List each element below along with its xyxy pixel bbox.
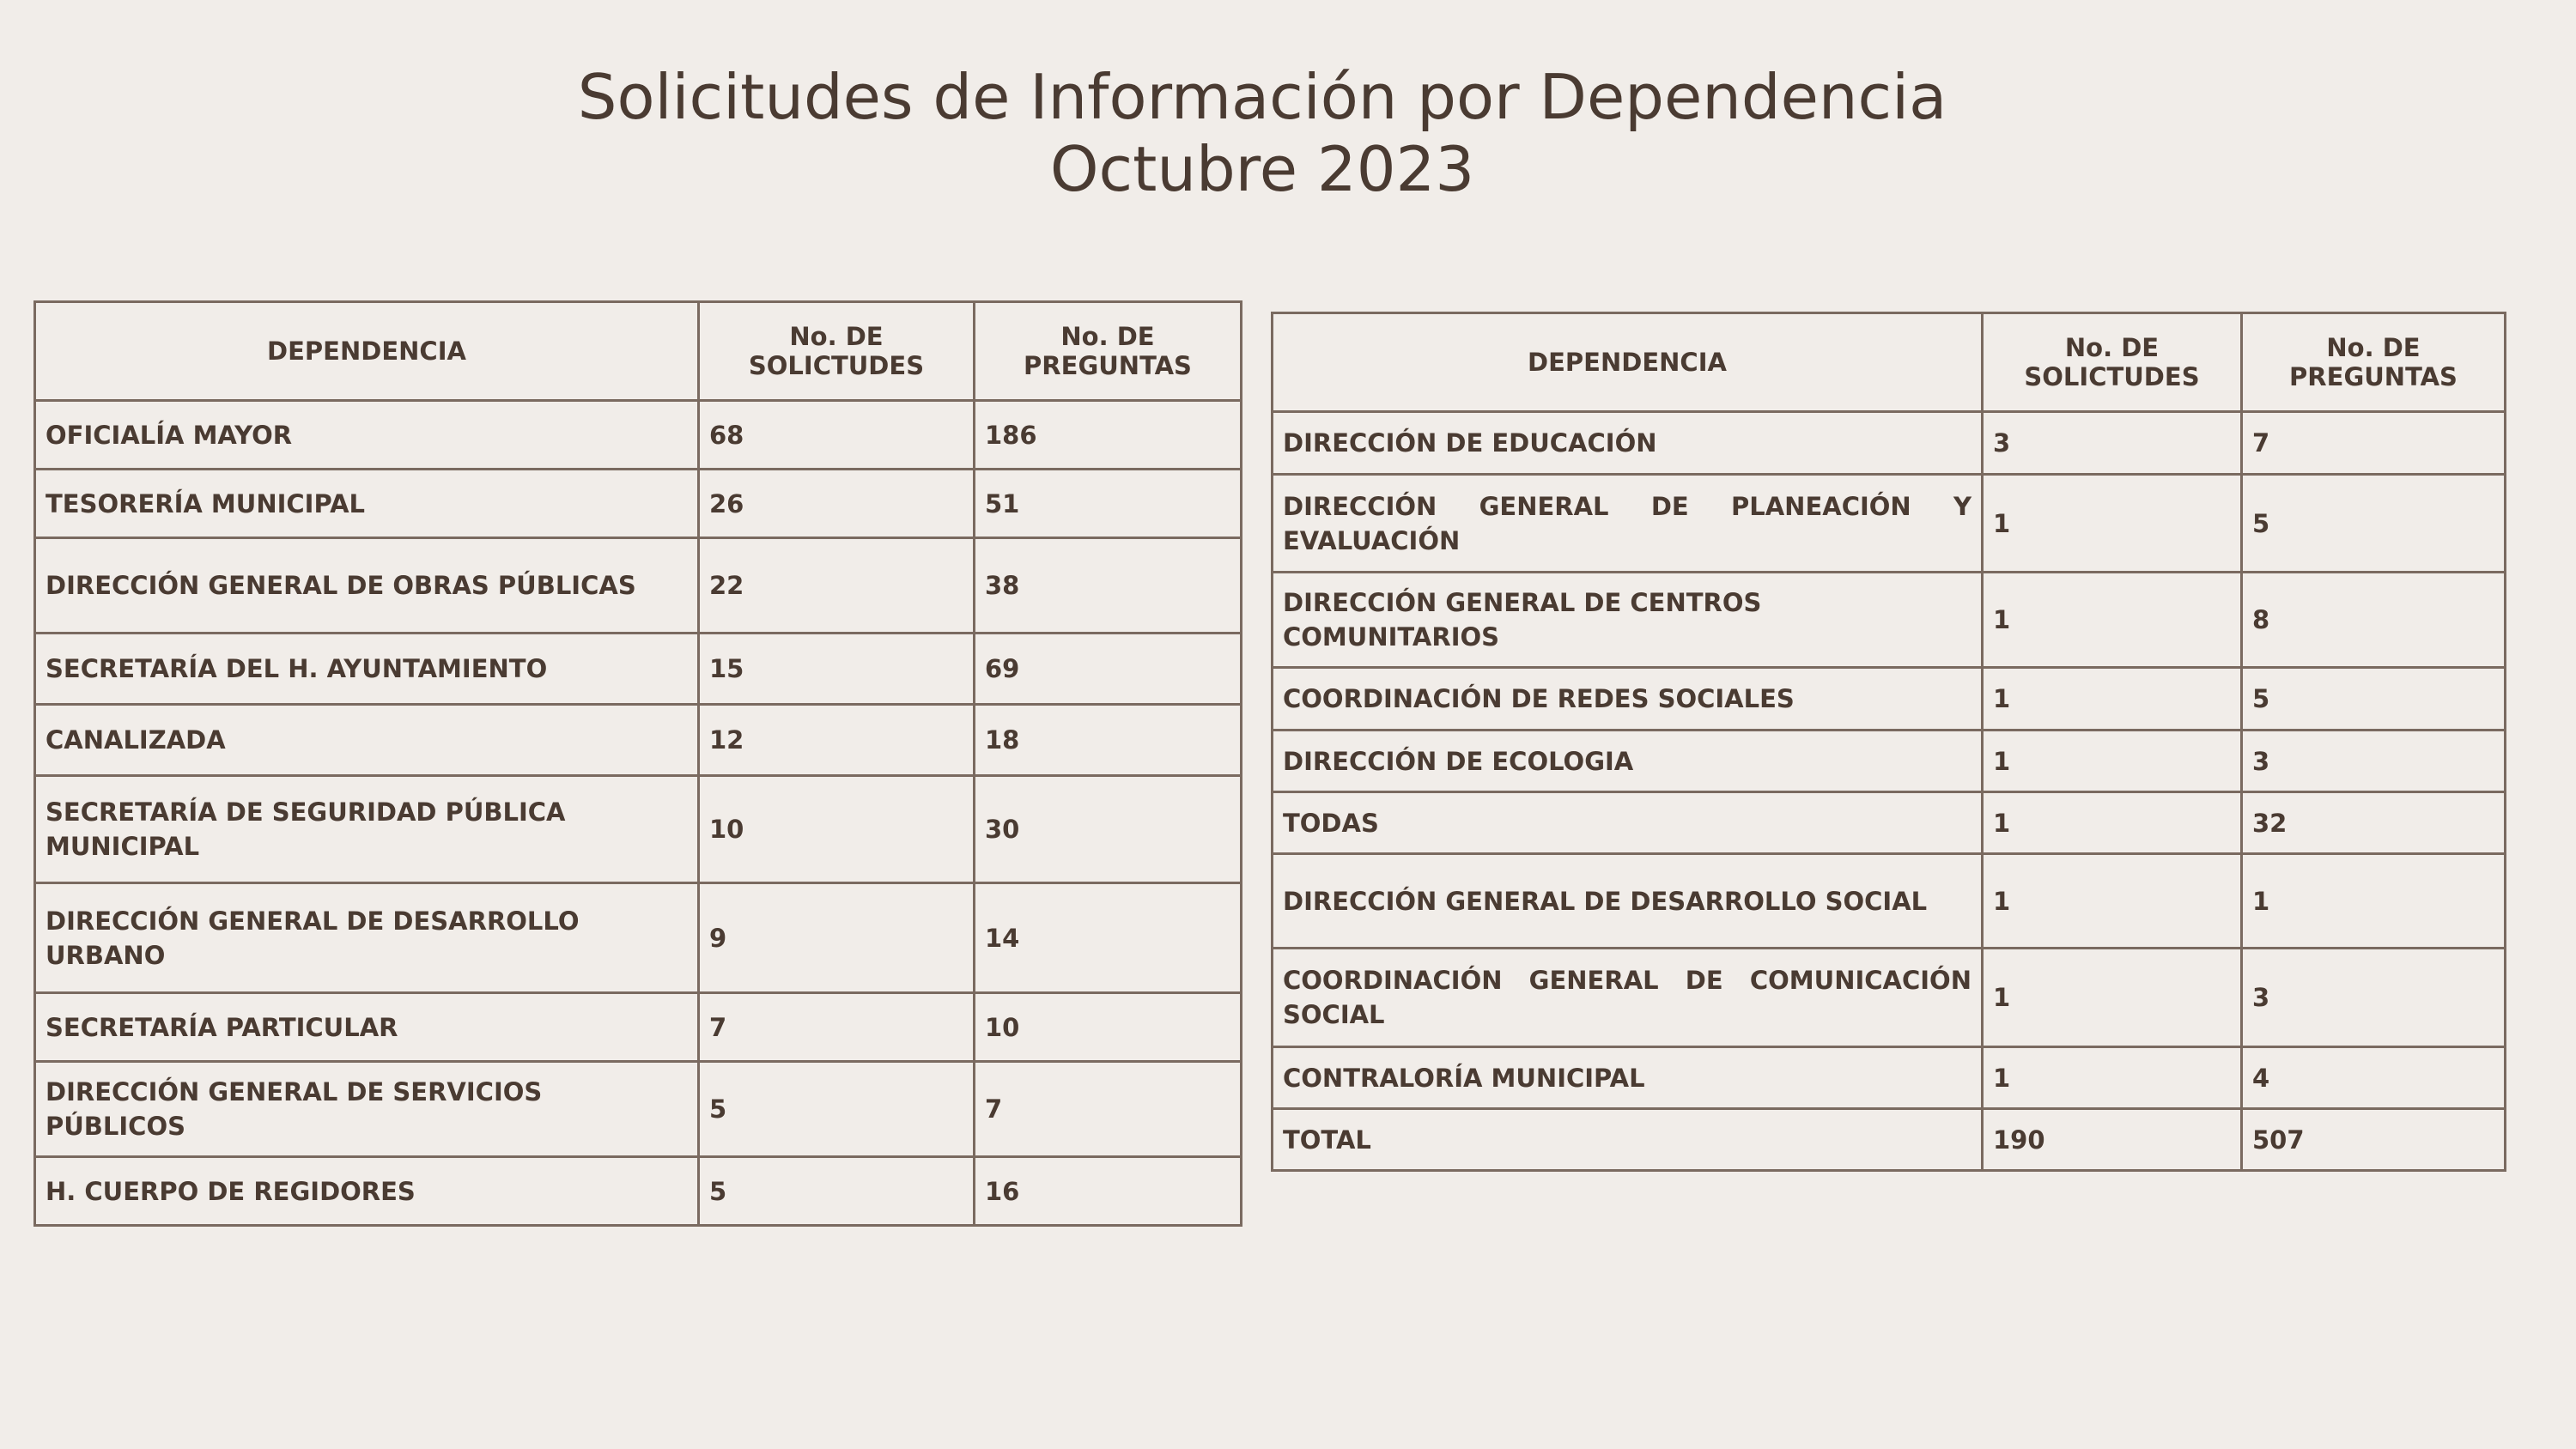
cell-dependencia: TODAS: [1273, 792, 1983, 854]
cell-solicitudes: 1: [1983, 792, 2242, 854]
cell-preguntas: 4: [2242, 1047, 2506, 1109]
cell-preguntas: 32: [2242, 792, 2506, 854]
cell-dependencia: CANALIZADA: [35, 705, 699, 776]
cell-preguntas: 5: [2242, 668, 2506, 731]
table-header-row: [1273, 313, 2506, 412]
cell-solicitudes: 1: [1983, 475, 2242, 573]
page-title: Solicitudes de Información por Dependencia: [577, 61, 1947, 133]
cell-total-solicitudes: 190: [1983, 1109, 2242, 1171]
cell-solicitudes: 7: [699, 993, 975, 1062]
cell-preguntas: 16: [975, 1157, 1242, 1226]
cell-dependencia: OFICIALÍA MAYOR: [35, 401, 699, 470]
column-header-solicitudes: No. DE SOLICTUDES: [1983, 313, 2242, 412]
cell-total-preguntas: 507: [2242, 1109, 2506, 1171]
cell-dependencia: DIRECCIÓN GENERAL DE OBRAS PÚBLICAS: [35, 538, 699, 634]
cell-solicitudes: 5: [699, 1062, 975, 1157]
cell-solicitudes: 1: [1983, 1047, 2242, 1109]
page-subtitle-period: Octubre 2023: [1049, 133, 1475, 205]
cell-preguntas: 38: [975, 538, 1242, 634]
cell-preguntas: 69: [975, 634, 1242, 705]
cell-solicitudes: 3: [1983, 412, 2242, 475]
cell-preguntas: 51: [975, 470, 1242, 538]
cell-dependencia: SECRETARÍA DEL H. AYUNTAMIENTO: [35, 634, 699, 705]
cell-preguntas: 3: [2242, 731, 2506, 792]
cell-preguntas: 1: [2242, 854, 2506, 949]
column-header-solicitudes: No. DE SOLICTUDES: [699, 302, 975, 401]
table-row: [1273, 949, 2506, 1047]
cell-total-label: TOTAL: [1273, 1109, 1983, 1171]
cell-solicitudes: 12: [699, 705, 975, 776]
cell-dependencia: DIRECCIÓN GENERAL DE CENTROS COMUNITARIOS: [1273, 573, 1983, 668]
table-row: [35, 401, 1242, 470]
table-row-total: [1273, 1109, 2506, 1171]
requests-table-right: [1271, 312, 2506, 1172]
table-row: [35, 470, 1242, 538]
cell-preguntas: 5: [2242, 475, 2506, 573]
table-row: [35, 1157, 1242, 1226]
cell-dependencia: COORDINACIÓN DE REDES SOCIALES: [1273, 668, 1983, 731]
cell-solicitudes: 10: [699, 776, 975, 883]
table-row: [35, 705, 1242, 776]
table-row: [1273, 475, 2506, 573]
column-header-dependencia: DEPENDENCIA: [35, 302, 699, 401]
table-row: [1273, 792, 2506, 854]
cell-dependencia: DIRECCIÓN GENERAL DE SERVICIOS PÚBLICOS: [35, 1062, 699, 1157]
cell-solicitudes: 15: [699, 634, 975, 705]
cell-dependencia: TESORERÍA MUNICIPAL: [35, 470, 699, 538]
cell-preguntas: 30: [975, 776, 1242, 883]
table-row: [35, 993, 1242, 1062]
cell-solicitudes: 9: [699, 883, 975, 993]
cell-solicitudes: 1: [1983, 854, 2242, 949]
cell-preguntas: 186: [975, 401, 1242, 470]
cell-dependencia: SECRETARÍA DE SEGURIDAD PÚBLICA MUNICIPAL: [35, 776, 699, 883]
cell-dependencia: DIRECCIÓN GENERAL DE DESARROLLO URBANO: [35, 883, 699, 993]
cell-preguntas: 8: [2242, 573, 2506, 668]
cell-solicitudes: 1: [1983, 731, 2242, 792]
cell-preguntas: 7: [975, 1062, 1242, 1157]
cell-dependencia: SECRETARÍA PARTICULAR: [35, 993, 699, 1062]
column-header-preguntas: No. DE PREGUNTAS: [975, 302, 1242, 401]
table-row: [1273, 573, 2506, 668]
cell-preguntas: 7: [2242, 412, 2506, 475]
cell-solicitudes: 26: [699, 470, 975, 538]
column-header-dependencia: DEPENDENCIA: [1273, 313, 1983, 412]
table-row: [35, 776, 1242, 883]
cell-preguntas: 3: [2242, 949, 2506, 1047]
cell-dependencia: DIRECCIÓN DE EDUCACIÓN: [1273, 412, 1983, 475]
cell-preguntas: 18: [975, 705, 1242, 776]
table-row: [35, 883, 1242, 993]
cell-preguntas: 10: [975, 993, 1242, 1062]
table-row: [1273, 1047, 2506, 1109]
cell-dependencia: DIRECCIÓN GENERAL DE PLANEACIÓN Y EVALUACIÓN: [1273, 475, 1983, 573]
requests-table-left: [33, 300, 1242, 1227]
cell-dependencia: CONTRALORÍA MUNICIPAL: [1273, 1047, 1983, 1109]
table-row: [1273, 854, 2506, 949]
table-row: [1273, 731, 2506, 792]
table-row: [1273, 412, 2506, 475]
cell-solicitudes: 5: [699, 1157, 975, 1226]
cell-solicitudes: 1: [1983, 573, 2242, 668]
table-row: [35, 1062, 1242, 1157]
table-row: [1273, 668, 2506, 731]
cell-dependencia: DIRECCIÓN GENERAL DE DESARROLLO SOCIAL: [1273, 854, 1983, 949]
cell-solicitudes: 68: [699, 401, 975, 470]
column-header-preguntas: No. DE PREGUNTAS: [2242, 313, 2506, 412]
cell-solicitudes: 1: [1983, 949, 2242, 1047]
cell-preguntas: 14: [975, 883, 1242, 993]
cell-solicitudes: 1: [1983, 668, 2242, 731]
table-header-row: [35, 302, 1242, 401]
cell-dependencia: DIRECCIÓN DE ECOLOGIA: [1273, 731, 1983, 792]
cell-dependencia: COORDINACIÓN GENERAL DE COMUNICACIÓN SOCIAL: [1273, 949, 1983, 1047]
table-row: [35, 538, 1242, 634]
cell-dependencia: H. CUERPO DE REGIDORES: [35, 1157, 699, 1226]
cell-solicitudes: 22: [699, 538, 975, 634]
table-row: [35, 634, 1242, 705]
